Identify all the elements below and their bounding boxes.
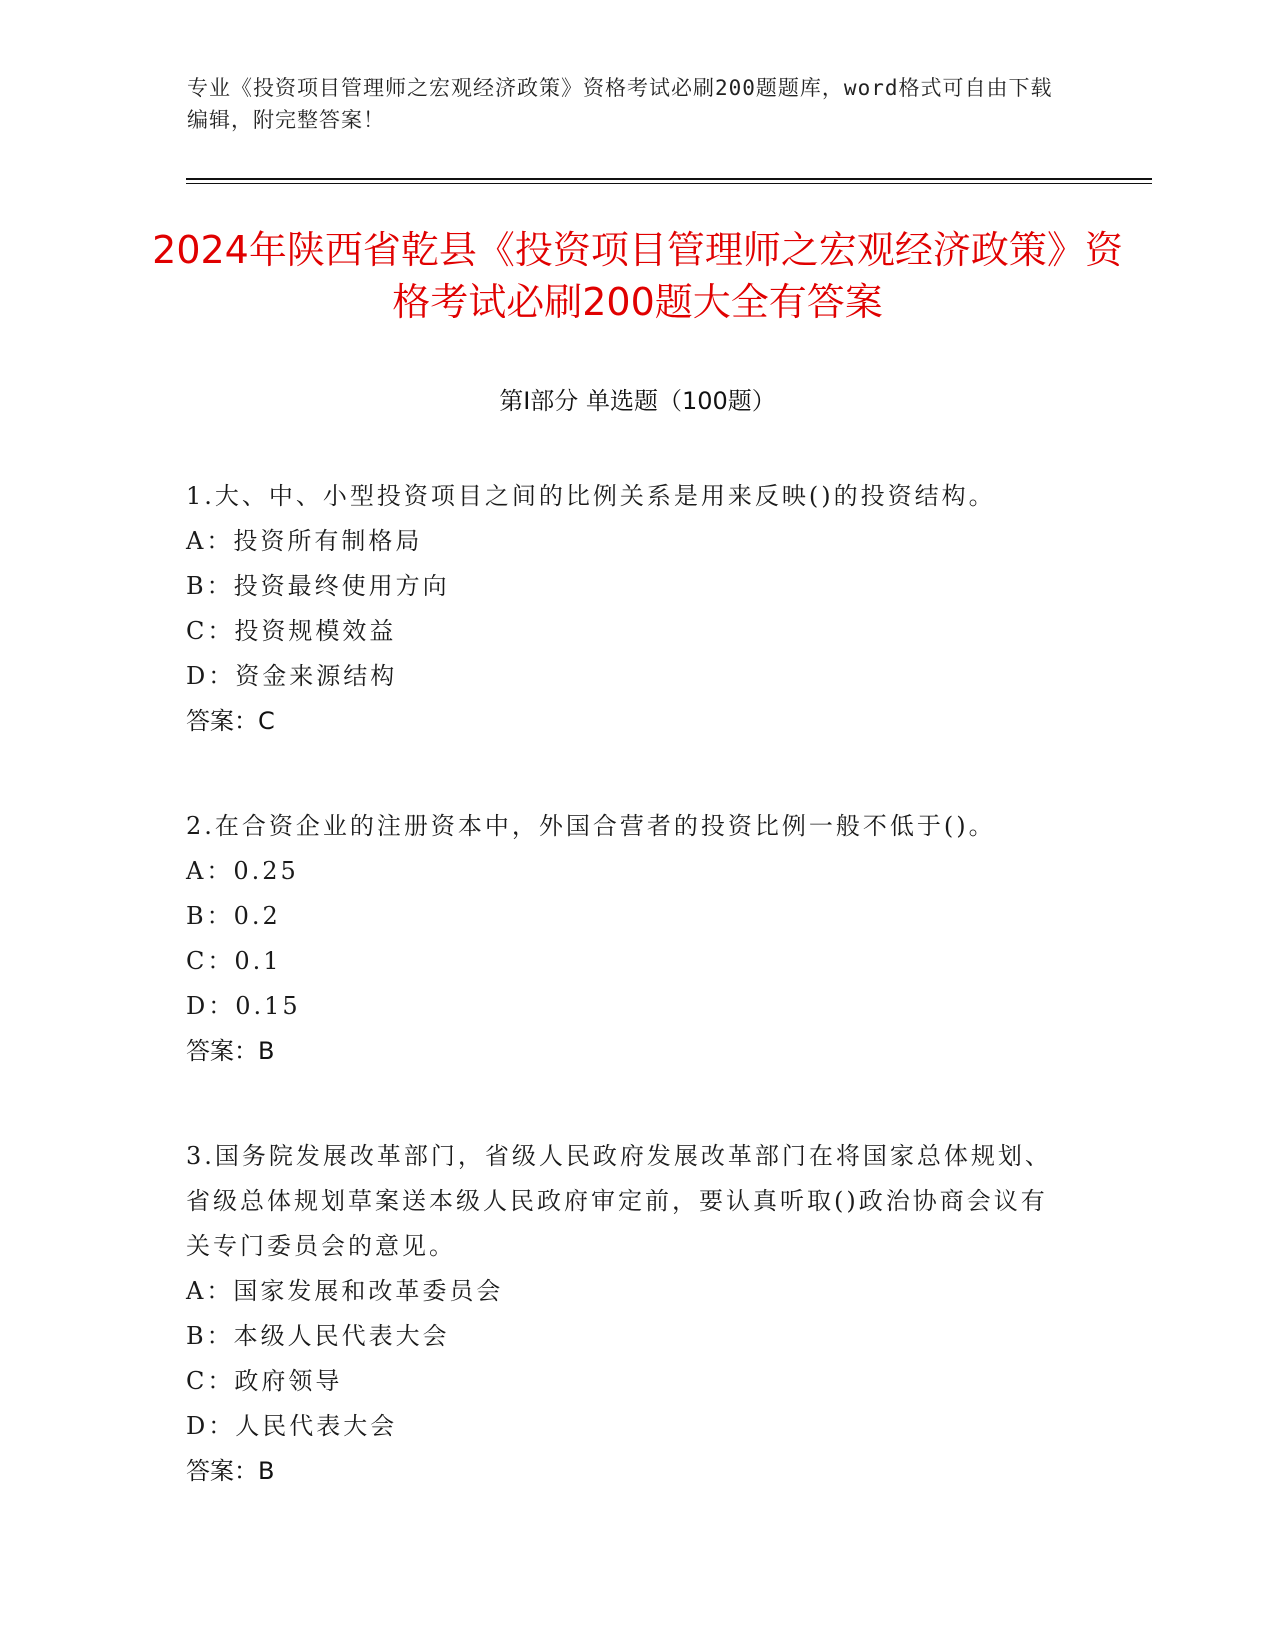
question-stem: 2.在合资企业的注册资本中，外国合营者的投资比例一般不低于()。 — [186, 812, 996, 840]
question-stem: 3.国务院发展改革部门，省级人民政府发展改革部门在将国家总体规划、省级总体规划草案送本级人民政府审定前，要认真听取()政治协商会议有关专门委员会的意见。 — [186, 1142, 1052, 1260]
answer-label: 答案： — [186, 1457, 258, 1485]
option-a: A：0.25 — [186, 857, 299, 885]
section-title: 第Ⅰ部分 单选题（100题） — [499, 387, 776, 415]
option-b: B：本级人民代表大会 — [186, 1322, 450, 1350]
option-c: C：投资规模效益 — [186, 617, 397, 645]
option-c: C：政府领导 — [186, 1367, 343, 1395]
option-d: D：资金来源结构 — [186, 662, 398, 690]
option-c: C：0.1 — [186, 947, 282, 975]
question-list — [186, 474, 1066, 1494]
header-rule-thick — [186, 178, 1152, 180]
header-note: 专业《投资项目管理师之宏观经济政策》资格考试必刷200题题库，word格式可自由下载编辑，附完整答案！ — [187, 76, 1053, 132]
option-a: A：国家发展和改革委员会 — [186, 1277, 504, 1305]
document-title: 2024年陕西省乾县《投资项目管理师之宏观经济政策》资格考试必刷200题大全有答案 — [152, 228, 1123, 324]
answer-value: C — [258, 707, 275, 735]
answer-value: B — [258, 1457, 275, 1485]
question-3 — [186, 1134, 1066, 1494]
option-b: B：投资最终使用方向 — [186, 572, 450, 600]
answer-line — [186, 1029, 1066, 1074]
question-1 — [186, 474, 1066, 744]
option-a: A：投资所有制格局 — [186, 527, 423, 555]
answer-value: B — [258, 1037, 275, 1065]
header-rule-thin — [186, 183, 1152, 184]
answer-line — [186, 699, 1066, 744]
question-stem: 1.大、中、小型投资项目之间的比例关系是用来反映()的投资结构。 — [186, 482, 996, 510]
option-b: B：0.2 — [186, 902, 281, 930]
answer-label: 答案： — [186, 707, 258, 735]
answer-line — [186, 1449, 1066, 1494]
option-d: D：人民代表大会 — [186, 1412, 398, 1440]
answer-label: 答案： — [186, 1037, 258, 1065]
question-2 — [186, 804, 1066, 1074]
option-d: D：0.15 — [186, 992, 301, 1020]
